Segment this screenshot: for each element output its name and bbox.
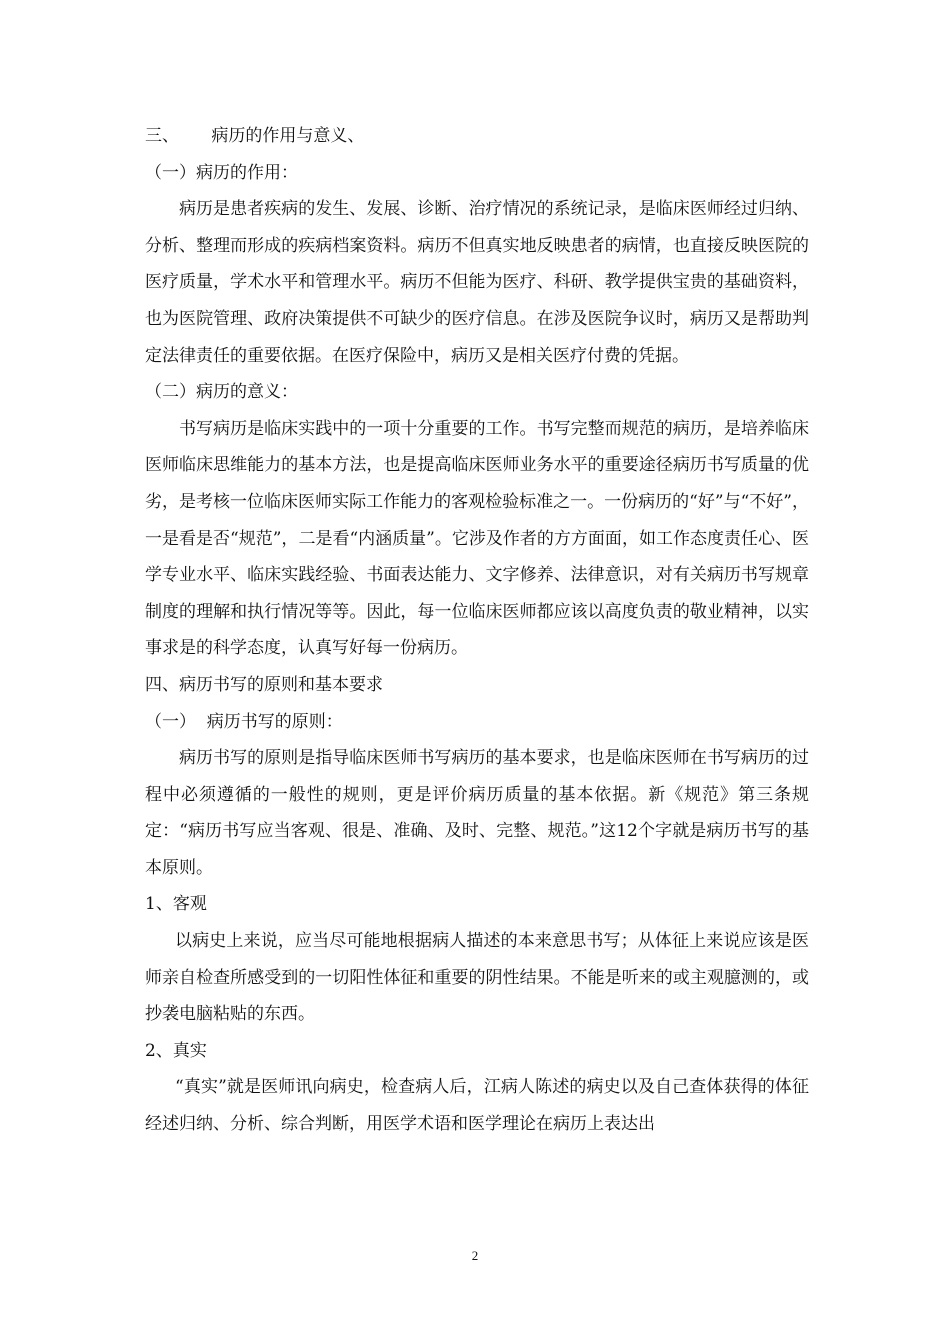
subsection-principles-heading: （一） 病历书写的原则： xyxy=(145,711,343,732)
page-number: 2 xyxy=(471,1248,479,1263)
document-body xyxy=(145,118,809,1143)
paragraph-objective: 以病史上来说，应当尽可能地根据病人描述的本来意思书写；从体征上来说应该是医师亲自检查所感受到的一切阳性体征和重要的阴性结果。不能是听来的或主观臆测的，或抄袭电脑粘贴的东西。 xyxy=(145,931,809,1025)
section-three-heading: 三、 病历的作用与意义、 xyxy=(145,126,365,146)
paragraph-role: 病历是患者疾病的发生、发展、诊断、治疗情况的系统记录，是临床医师经过归纳、分析、整理而形成的疾病档案资料。病历不但真实地反映患者的病情，也直接反映医院的医疗质量，学术水平和管理水平。病历不但能为医疗、科研、教学提供宝贵的基础资料，也为医院管理、政府决策提供不可缺少的医疗信息。在涉及医院争议时，病历又是帮助判定法律责任的重要依据。在医疗保险中，病历又是相关医疗付费的凭据。 xyxy=(145,199,809,366)
paragraph-principles: 病历书写的原则是指导临床医师书写病历的基本要求，也是临床医师在书写病历的过程中必须遵循的一般性的规则，更是评价病历质量的基本依据。新《规范》第三条规定：“病历书写应当客观、很是、准确、及时、完整、规范。”这12个字就是病历书写的基本原则。 xyxy=(145,748,809,878)
paragraph-truthful: “真实”就是医师讯向病史，检查病人后，江病人陈述的病史以及自己查体获得的体征经述归纳、分析、综合判断，用医学术语和医学理论在病历上表达出 xyxy=(145,1077,809,1135)
subsection-two-heading: （二）病历的意义： xyxy=(145,382,298,403)
paragraph-significance: 书写病历是临床实践中的一项十分重要的工作。书写完整而规范的病历，是培养临床医师临床思维能力的基本方法，也是提高临床医师业务水平的重要途径病历书写质量的优劣，是考核一位临床医师实际工作能力的客观检验标准之一。一份病历的“好”与“不好”，一是看是否“规范”，二是看“内涵质量”。它涉及作者的方方面面，如工作态度责任心、医学专业水平、临床实践经验、书面表达能力、文字修养、法律意识，对有关病历书写规章制度的理解和执行情况等等。因此，每一位临床医师都应该以高度负责的敬业精神，以实事求是的科学态度，认真写好每一份病历。 xyxy=(145,418,809,659)
section-four-heading: 四、病历书写的原则和基本要求 xyxy=(145,674,383,695)
subsection-one-heading: （一）病历的作用： xyxy=(145,162,298,183)
item-objective-heading: 1、客观 xyxy=(145,894,207,915)
item-truthful-heading: 2、真实 xyxy=(145,1040,207,1061)
